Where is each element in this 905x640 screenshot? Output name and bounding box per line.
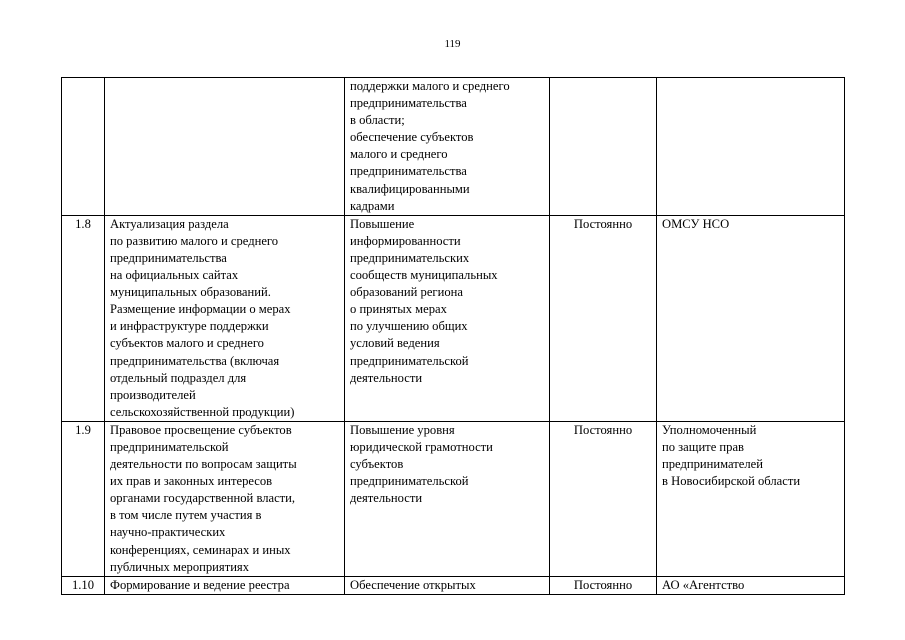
text-line: АО «Агентство (662, 577, 745, 592)
text-line: по развитию малого и среднего (110, 233, 279, 248)
text-line: малого и среднего (350, 147, 448, 162)
text-line: юридической грамотности (350, 439, 493, 454)
text-line: Повышение уровня (350, 422, 455, 437)
text-line: Постоянно (573, 216, 633, 231)
table-row (62, 215, 845, 421)
text-line: Размещение информации о мерах (110, 302, 291, 317)
text-line: публичных мероприятиях (110, 559, 250, 574)
text-line: Уполномоченный (662, 422, 757, 437)
text-line: субъектов малого и среднего (110, 336, 264, 351)
text-line: Повышение (350, 216, 415, 231)
table-row (62, 78, 845, 216)
cell-activity (105, 78, 345, 216)
text-line: в том числе путем участия в (110, 508, 262, 523)
cell-result (345, 421, 550, 576)
cell-number (62, 78, 105, 216)
text-line: ОМСУ НСО (662, 216, 730, 231)
text-line: кадрами (350, 198, 395, 213)
cell-timing (550, 421, 657, 576)
text-line: субъектов (350, 457, 404, 472)
cell-number (62, 421, 105, 576)
text-line: предпринимательской (350, 474, 469, 489)
text-line: Постоянно (573, 422, 633, 437)
text-line: квалифицированными (350, 181, 470, 196)
cell-result (345, 78, 550, 216)
text-line: Обеспечение открытых (350, 577, 476, 592)
text-line: 1.9 (75, 422, 91, 437)
cell-timing (550, 576, 657, 594)
table-row (62, 421, 845, 576)
text-line: обеспечение субъектов (350, 130, 474, 145)
text-line: предпринимательства (350, 164, 467, 179)
text-line: деятельности (350, 491, 423, 506)
text-line: Правовое просвещение субъектов (110, 422, 292, 437)
cell-executor (657, 215, 845, 421)
cell-timing (550, 215, 657, 421)
cell-activity (105, 215, 345, 421)
text-line: Формирование и ведение реестра (110, 577, 290, 592)
text-line: предпринимательских (350, 250, 470, 265)
text-line: деятельности по вопросам защиты (110, 457, 297, 472)
table-body (62, 78, 845, 595)
text-line: в области; (350, 113, 405, 128)
page-number: 119 (444, 38, 461, 50)
text-line: 1.8 (75, 216, 91, 231)
cell-activity (105, 576, 345, 594)
text-line: в Новосибирской области (662, 474, 801, 489)
text-line: образований региона (350, 285, 463, 300)
cell-executor (657, 78, 845, 216)
text-line: 1.10 (71, 577, 95, 592)
cell-result (345, 576, 550, 594)
text-line: муниципальных образований. (110, 285, 271, 300)
text-line: предпринимательской (350, 353, 469, 368)
text-line: и инфраструктуре поддержки (110, 319, 269, 334)
text-line: органами государственной власти, (110, 491, 296, 506)
cell-activity (105, 421, 345, 576)
text-line: на официальных сайтах (110, 268, 239, 283)
cell-result (345, 215, 550, 421)
text-line: предпринимательской (110, 439, 229, 454)
text-line: отдельный подраздел для (110, 370, 247, 385)
text-line: Постоянно (573, 577, 633, 592)
cell-executor (657, 421, 845, 576)
text-line: о принятых мерах (350, 302, 447, 317)
text-line: поддержки малого и среднего (350, 79, 510, 93)
cell-executor (657, 576, 845, 594)
text-line: предпринимательства (110, 250, 227, 265)
text-line: конференциях, семинарах и иных (110, 542, 291, 557)
text-line: по защите прав (662, 439, 745, 454)
text-line: предпринимательства (включая (110, 353, 280, 368)
text-line: по улучшению общих (350, 319, 468, 334)
text-line: производителей (110, 387, 196, 402)
table-row (62, 576, 845, 594)
text-line: сообществ муниципальных (350, 268, 498, 283)
cell-timing (550, 78, 657, 216)
text-line: предпринимательства (350, 96, 467, 111)
text-line: их прав и законных интересов (110, 474, 273, 489)
cell-number (62, 215, 105, 421)
measures-table (61, 77, 845, 595)
text-line: условий ведения (350, 336, 440, 351)
text-line: Актуализация раздела (110, 216, 229, 231)
text-line: научно-практических (110, 525, 226, 540)
text-line: информированности (350, 233, 461, 248)
text-line: предпринимателей (662, 457, 763, 472)
text-line: деятельности (350, 370, 423, 385)
text-line: сельскохозяйственной продукции) (110, 404, 295, 419)
cell-number (62, 576, 105, 594)
